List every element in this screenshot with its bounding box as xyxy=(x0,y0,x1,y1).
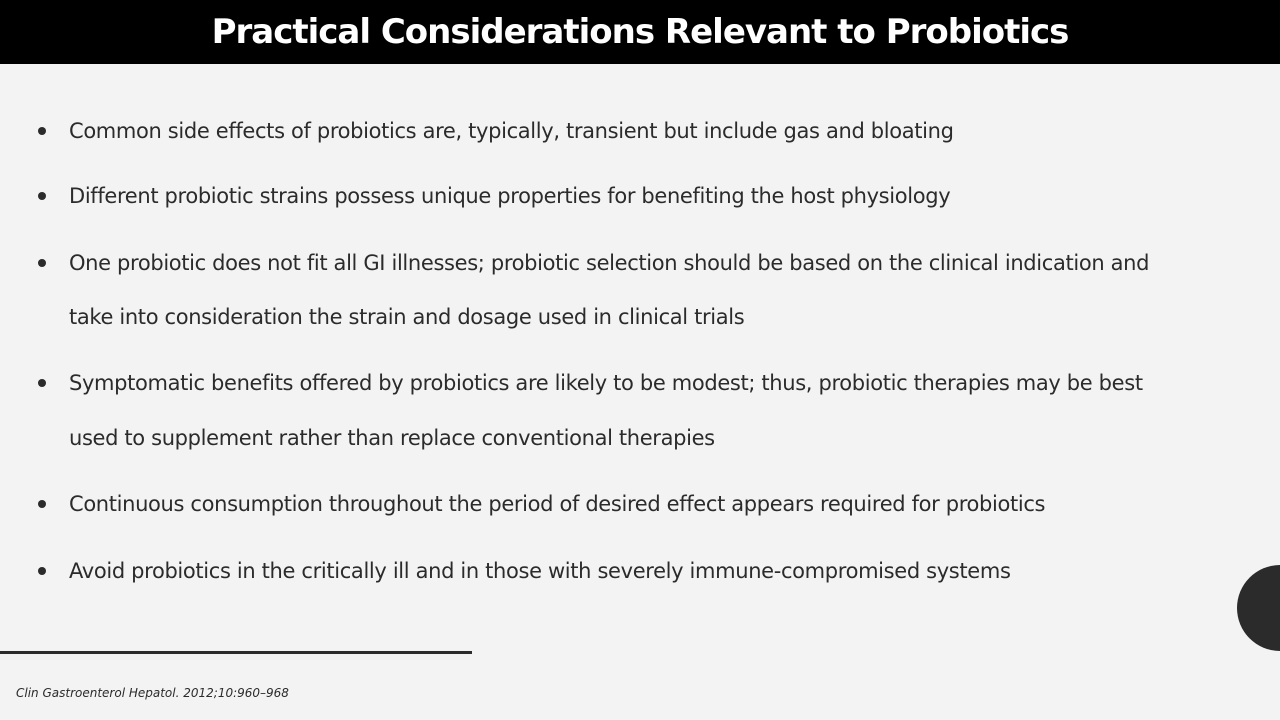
bullet-marker xyxy=(38,259,46,267)
bullet-text: Symptomatic benefits offered by probiotics are likely to be modest; thus, probiotic therapies may be best xyxy=(69,371,1143,395)
bullet-marker xyxy=(38,567,46,575)
bullet-marker xyxy=(38,500,46,508)
bullet-text-continuation: take into consideration the strain and dosage used in clinical trials xyxy=(69,305,745,329)
bullet-marker xyxy=(38,379,46,387)
bullet-marker xyxy=(38,192,46,200)
citation-divider xyxy=(0,651,472,654)
citation-text: Clin Gastroenterol Hepatol. 2012;10:960–968 xyxy=(16,686,289,700)
bullet-marker xyxy=(38,127,46,135)
bullet-text: One probiotic does not fit all GI illnesses; probiotic selection should be based on the clinical indication and xyxy=(69,251,1150,275)
slide-title: Practical Considerations Relevant to Probiotics xyxy=(211,12,1069,52)
bullet-text: Different probiotic strains possess unique properties for benefiting the host physiology xyxy=(69,184,951,208)
bullet-text: Continuous consumption throughout the period of desired effect appears required for probiotics xyxy=(69,492,1046,516)
bullet-text: Avoid probiotics in the critically ill and in those with severely immune-compromised systems xyxy=(69,559,1011,583)
bullet-text-continuation: used to supplement rather than replace conventional therapies xyxy=(69,426,715,450)
bullet-text: Common side effects of probiotics are, typically, transient but include gas and bloating xyxy=(69,119,954,143)
